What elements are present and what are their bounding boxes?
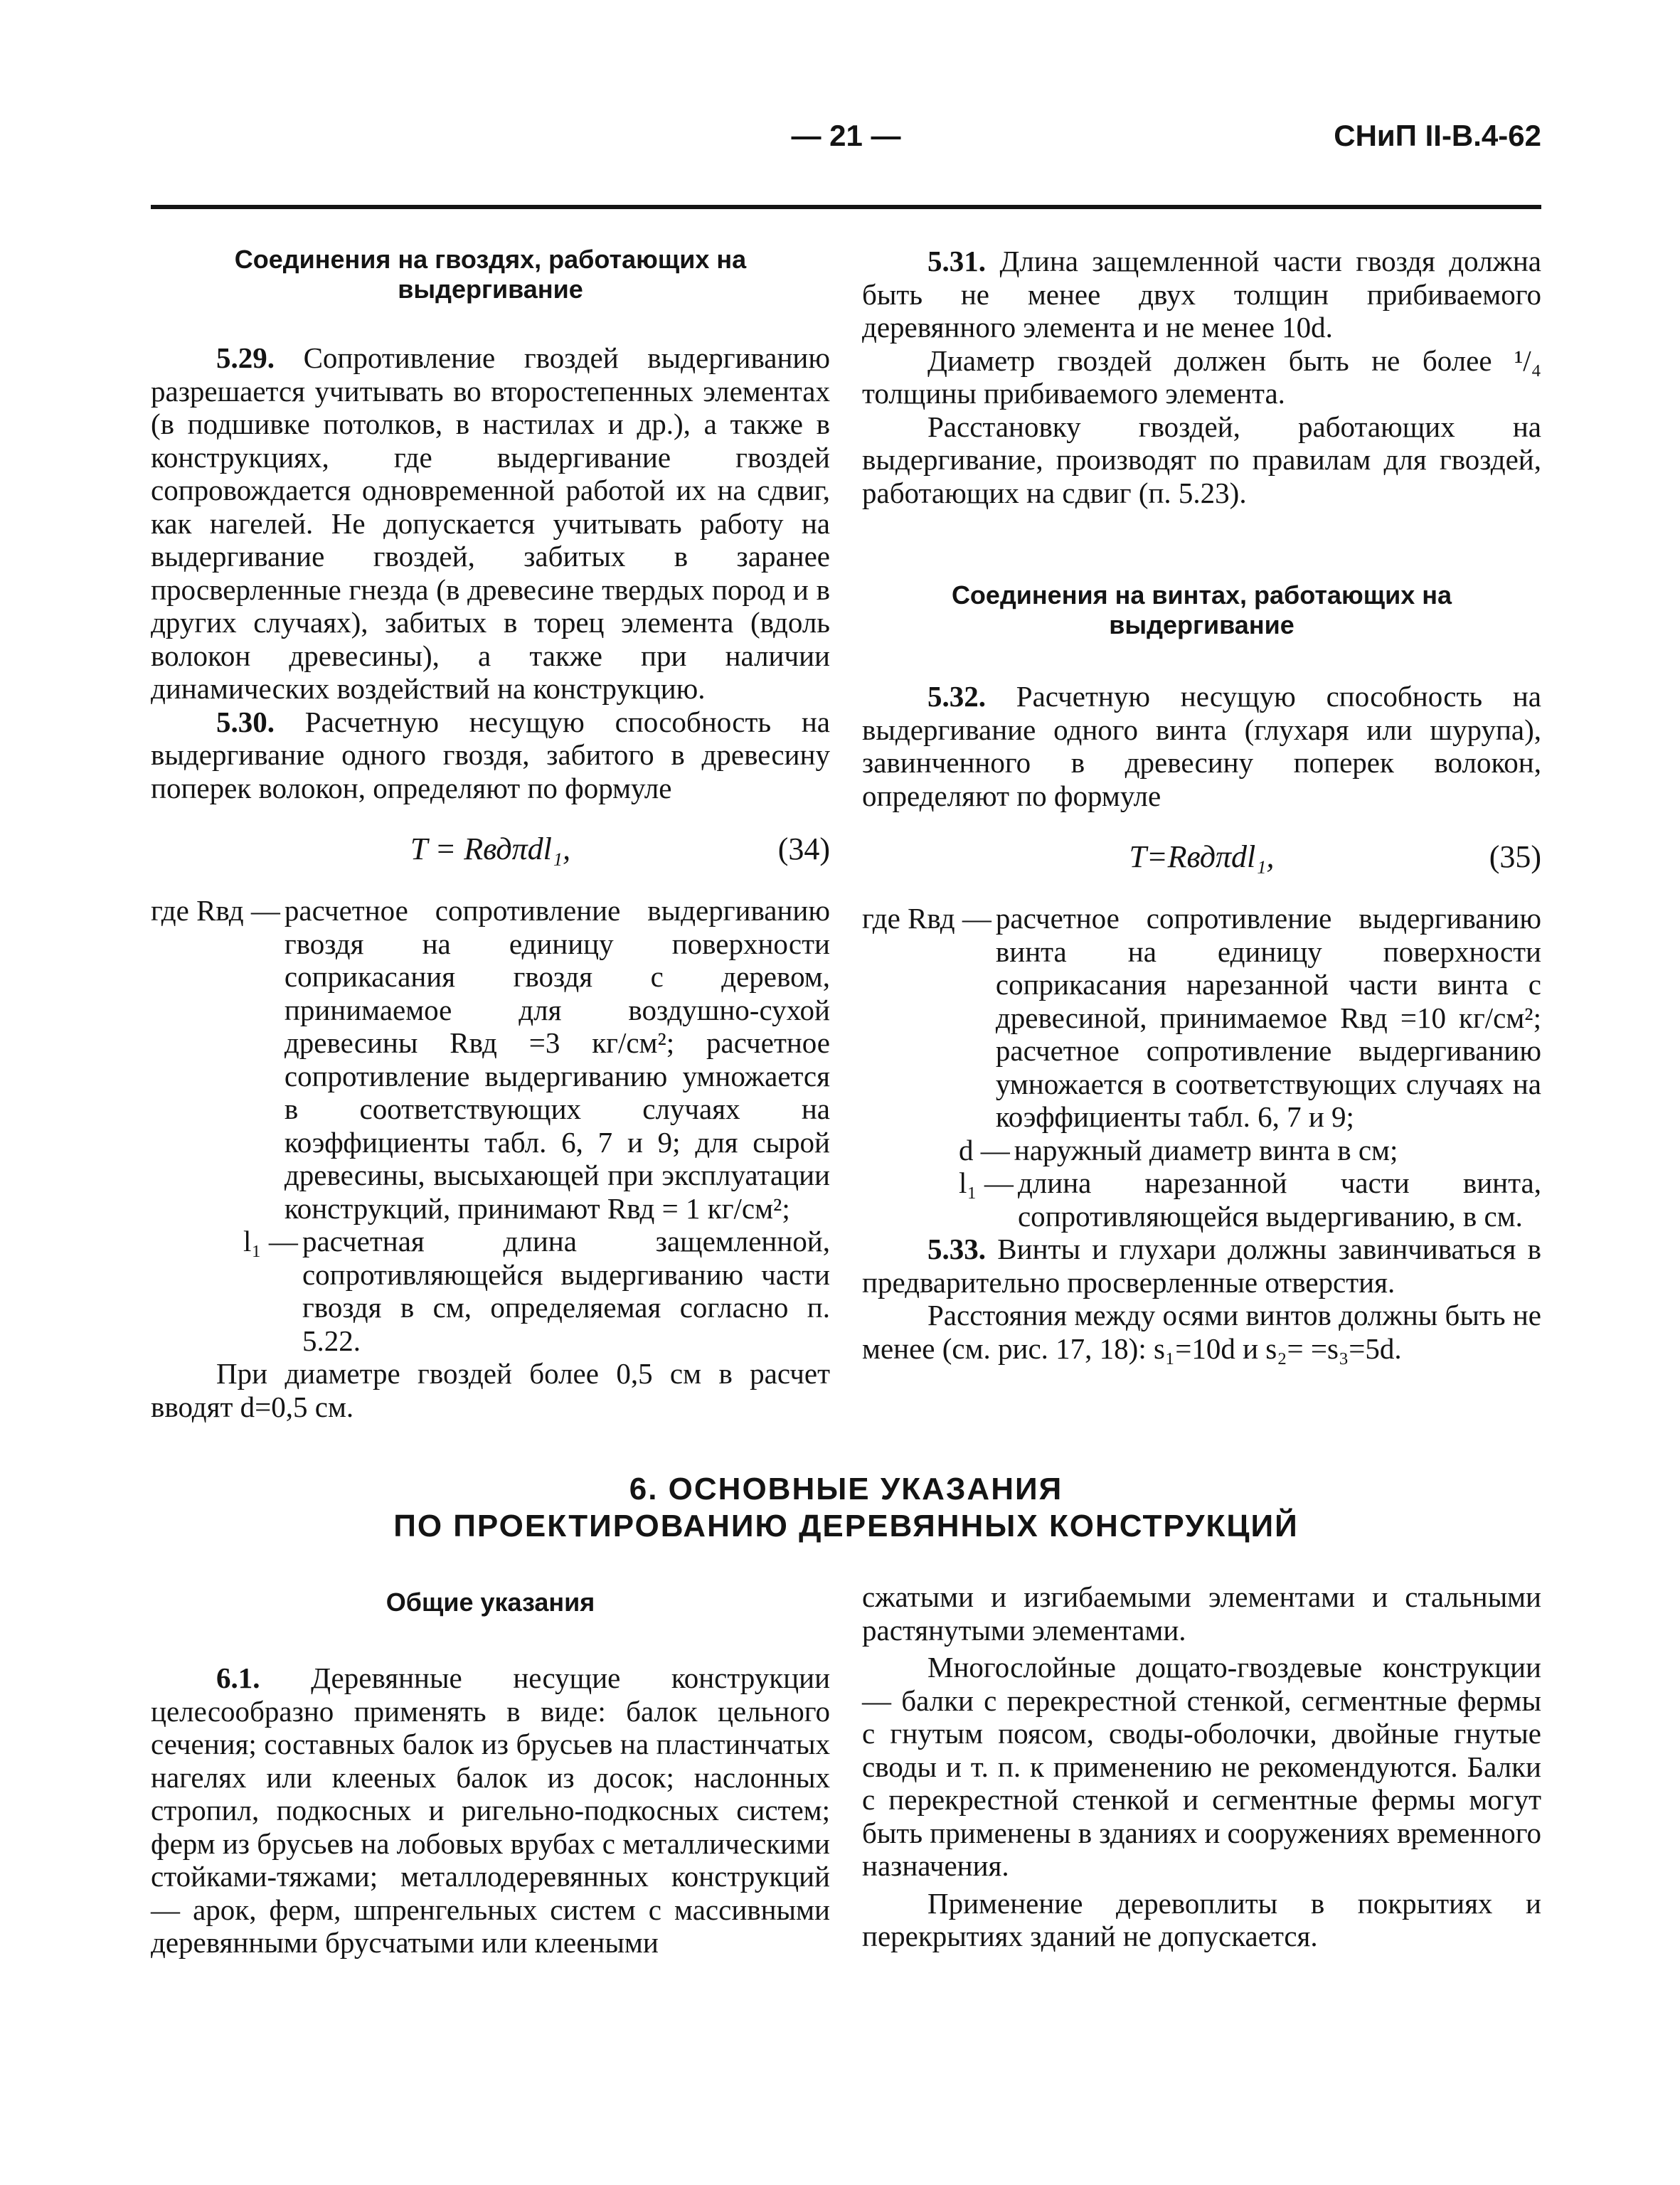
- definition-item: [862, 1166, 1541, 1233]
- clause-text: Расчетную несущую способность на выдергивание одного гвоздя, забитого в древесину поперек волокон, определяют по формуле: [151, 705, 830, 804]
- paragraph-5-33-b: Расстояния между осями винтов должны быть не менее (см. рис. 17, 18): s₁=10d и s₂= =s₃=5d.: [862, 1299, 1541, 1365]
- formula-number: (35): [1489, 839, 1541, 874]
- clause-number: 5.32.: [927, 680, 986, 713]
- paragraph-5-30: [151, 706, 830, 805]
- definition-term: d —: [959, 1133, 1010, 1166]
- definition-item: [862, 1134, 1541, 1167]
- clause-number: 5.31.: [927, 245, 986, 277]
- definition-term: где Rвд —: [862, 902, 991, 935]
- definition-item: [862, 902, 1541, 1134]
- paragraph-fibreboard: Применение деревоплиты в покрытиях и перекрытиях зданий не допускается.: [862, 1886, 1541, 1952]
- definition-text: длина нарезанной части винта, сопротивляющейся выдергиванию, в см.: [1017, 1166, 1541, 1233]
- formula-expression: T = Rвдπdl₁,: [410, 831, 571, 866]
- clause-number: 5.29.: [216, 341, 275, 374]
- definition-term: l₁ —: [243, 1225, 298, 1258]
- definition-item: [151, 1225, 830, 1357]
- definition-term: l₁ —: [959, 1166, 1014, 1199]
- page-header: [151, 119, 1541, 176]
- definition-text: наружный диаметр винта в см;: [1014, 1133, 1398, 1166]
- clause-text: Деревянные несущие конструкции целесообразно применять в виде: балок цельного сечения; составных балок из брусьев на пластинчатых нагелях или клееных балок из досок; наслонных стропил, подкосных и ригельно-подкосных систем; ферм из брусьев на лобовых врубах с металлическими стойками-тяжами; металлодеревянных конструкций — арок, ферм, шпренгельных систем с массивными деревянными брусчатыми или клееными: [151, 1662, 831, 1959]
- definitions-list: [151, 894, 830, 1357]
- section-heading-nails: Соединения на гвоздях, работающих на выдергивание: [234, 245, 747, 304]
- definition-item: [151, 894, 830, 1225]
- paragraph-5-31-b: Диаметр гвоздей должен быть не более ¹/₄ толщины прибиваемого элемента.: [862, 344, 1541, 410]
- clause-number: 5.30.: [216, 705, 275, 738]
- left-column-upper: [151, 245, 830, 1423]
- paragraph-5-31-c: Расстановку гвоздей, работающих на выдергивание, производят по правилам для гвоздей, работающих на сдвиг (п. 5.23).: [862, 410, 1541, 509]
- formula-expression: T=Rвдπdl₁,: [1129, 839, 1275, 874]
- definition-term: где Rвд —: [151, 894, 280, 927]
- definition-text: расчетное сопротивление выдергиванию винта на единицу поверхности соприкасания нарезанной части винта с древесиной, принимаемое Rвд =10 кг/см²; расчетное сопротивление выдергиванию умножается в соответствующих случаях на коэффициенты табл. 6, 7 и 9;: [995, 902, 1541, 1133]
- formula-number: (34): [777, 831, 830, 866]
- left-column-lower: [151, 1588, 830, 1960]
- section-heading-screws: Соединения на винтах, работающих на выдергивание: [951, 580, 1452, 639]
- clause-text: Сопротивление гвоздей выдергиванию разрешается учитывать во второстепенных элементах (в подшивке потолков, в настилах и др.), а также в конструкциях, где выдергивание гвоздей сопровождается одновременной работой их на сдвиг, как нагелей. Не допускается учитывать работу на выдергивание гвоздей, забитых в заранее просверленные гнезда (в древесине твердых пород и в других случаях), забитых в торец элемента (вдоль волокон древесины), а также при наличии динамических воздействий на конструкцию.: [151, 341, 830, 705]
- definitions-list: [862, 902, 1541, 1233]
- document-code: СНиП II-В.4-62: [1334, 119, 1541, 152]
- clause-number: 5.33.: [927, 1233, 986, 1265]
- paragraph-6-1: [151, 1662, 830, 1960]
- clause-text: Расчетную несущую способность на выдергивание одного винта (глухаря или шурупа), завинченного в древесину поперек волокон, определяют по формуле: [862, 680, 1541, 812]
- definition-text: расчетное сопротивление выдергиванию гвоздя на единицу поверхности соприкасания гвоздя с деревом, принимаемое для воздушно-сухой древесины Rвд =3 кг/см²; расчетное сопротивление выдергиванию умножается в соответствующих случаях на коэффициенты табл. 6, 7 и 9; для сырой древесины, высыхающей при эксплуатации конструкций, принимают Rвд = 1 кг/см²;: [284, 894, 830, 1225]
- section-6-title: [151, 1471, 1541, 1545]
- right-column-upper: [862, 245, 1541, 1365]
- section-title-line: ПО ПРОЕКТИРОВАНИЮ ДЕРЕВЯННЫХ КОНСТРУКЦИЙ: [393, 1509, 1299, 1543]
- right-column-lower: [862, 1580, 1541, 1953]
- formula-35: [862, 841, 1541, 883]
- page-number: — 21 —: [791, 119, 901, 152]
- paragraph-5-33: [862, 1233, 1541, 1299]
- clause-text: Винты и глухари должны завинчиваться в предварительно просверленные отверстия.: [862, 1233, 1541, 1299]
- paragraph-continuation: сжатыми и изгибаемыми элементами и стальными растянутыми элементами.: [862, 1580, 1541, 1647]
- clause-text: Длина защемленной части гвоздя должна быть не менее двух толщин прибиваемого деревянного элемента и не менее 10d.: [862, 245, 1542, 344]
- paragraph-5-29: [151, 341, 830, 706]
- formula-34: [151, 833, 830, 876]
- paragraph-multilayer: Многослойные дощато-гвоздевые конструкции — балки с перекрестной стенкой, сегментные фермы с гнутым поясом, своды-оболочки, двойные гнутые своды и т. п. к применению не рекомендуются. Балки с перекрестной стенкой и сегментные фермы могут быть применены в зданиях и сооружениях временного назначения.: [862, 1651, 1541, 1882]
- clause-number: 6.1.: [216, 1662, 260, 1694]
- definition-text: расчетная длина защемленной, сопротивляющейся выдергиванию части гвоздя в см, определяемая согласно п. 5.22.: [302, 1225, 830, 1357]
- subheading-general: Общие указания: [386, 1588, 595, 1617]
- paragraph-5-31: [862, 245, 1541, 344]
- paragraph-note: При диаметре гвоздей более 0,5 см в расчет вводят d=0,5 см.: [151, 1357, 830, 1423]
- header-rule: [151, 205, 1541, 209]
- paragraph-5-32: [862, 680, 1541, 812]
- section-title-line: 6. ОСНОВНЫЕ УКАЗАНИЯ: [629, 1472, 1063, 1506]
